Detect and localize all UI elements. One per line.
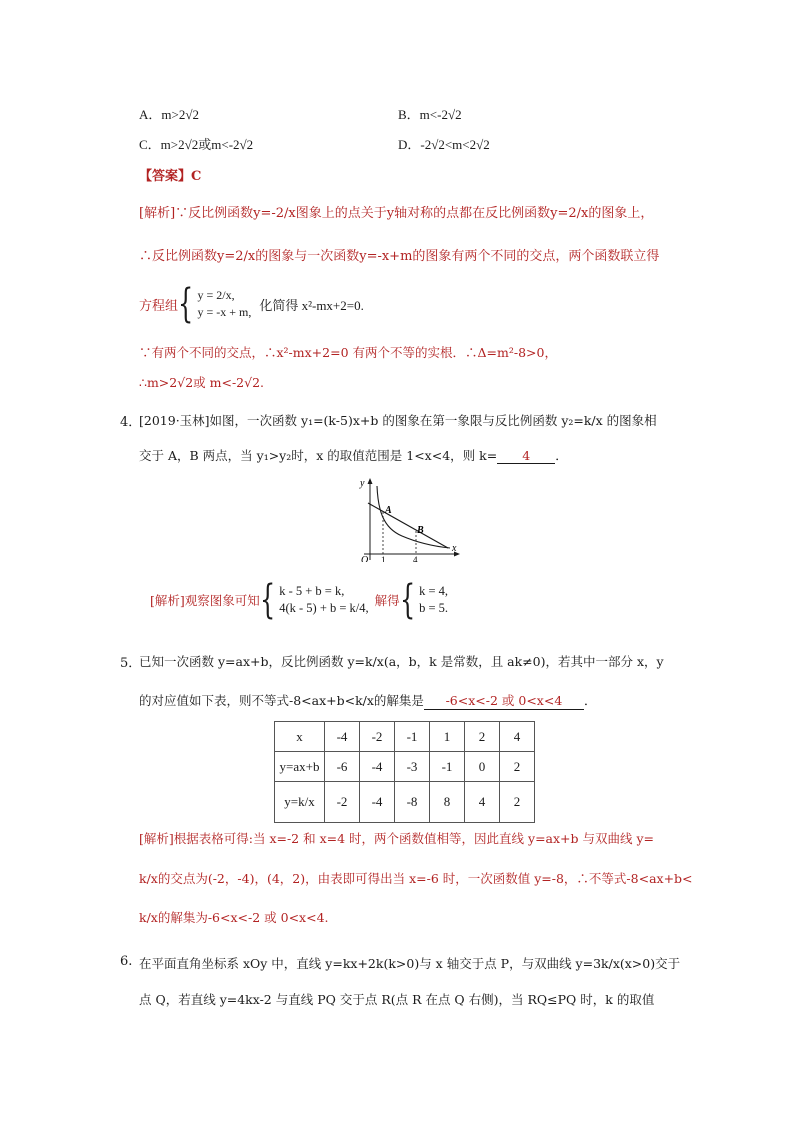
option-b: B．m<-2√2 [398,107,462,122]
q6-number: 6. [120,954,133,969]
q3-analysis-line2: ∴反比例函数y=2/x的图象与一次函数y=-x+m的图象有两个不同的交点，两个函数联立得 [139,249,660,264]
q4-answer-blank: 4 [497,448,555,464]
q4-text-post: ． [555,448,568,463]
q4-number: 4． [120,415,142,430]
q4-graph-figure [350,476,462,562]
system-eq1: y = 2/x, [197,288,235,302]
row-label-reciprocal: y=k/x [275,782,325,823]
q3-analysis-line4: ∵有两个不同的交点，∴x²-mx+2=0 有两个不等的实根．∴Δ=m²-8>0， [139,345,557,360]
q5-text-post: ． [583,693,597,708]
q5-analysis-line1: [解析]根据表格可得:当 x=-2 和 x=4 时，两个函数值相等，因此直线 y=ax+b 与双曲线 y= [139,831,655,846]
q4-text-pre: 交于 A，B 两点，当 y₁>y₂时，x 的取值范围是 1<x<4，则 k= [139,448,498,463]
hyperbola-curve [377,486,450,548]
table-row [275,782,535,823]
system-simplified: 化简得 x²-mx+2=0. [259,297,364,313]
table-cell: -1 [395,722,430,752]
brace-icon: { [259,577,276,623]
q6-text-line1: 在平面直角坐标系 xOy 中，直线 y=kx+2k(k>0)与 x 轴交于点 P，与双曲线 y=3k/x(x>0)交于 [139,956,681,971]
q4-res2: b = 5. [419,601,449,615]
table-cell: -4 [360,752,395,782]
table-cell: 2 [500,782,535,823]
system-eq2: y = -x + m, [197,305,252,319]
table-cell: 4 [465,782,500,823]
q4-analysis [150,577,449,623]
table-cell: -2 [325,782,360,823]
answer-label: 【答案】C [139,169,202,184]
table-row [275,722,535,752]
label-x: x [452,543,457,554]
table-cell: 4 [500,722,535,752]
option-c: C．m>2√2或m<-2√2 [139,137,254,152]
table-cell: 8 [430,782,465,823]
table-cell: -6 [325,752,360,782]
label-y: y [360,478,365,489]
q3-equation-system [139,281,364,327]
q5-text-line2 [139,691,596,710]
table-cell: -3 [395,752,430,782]
option-d: D．-2√2<m<2√2 [398,137,490,152]
q6-text-line2: 点 Q，若直线 y=4kx-2 与直线 PQ 交于点 R(点 R 在点 Q 右侧)，当 RQ≤PQ 时，k 的取值 [139,992,655,1007]
q3-analysis-line5: ∴m>2√2或 m<-2√2. [139,375,265,390]
y-axis-arrow [368,478,373,484]
q5-text-line1: 已知一次函数 y=ax+b，反比例函数 y=k/x(a，b，k 是常数，且 ak≠0)，若其中一部分 x，y [139,654,664,669]
label-a: A [385,505,392,516]
q5-analysis-line3: k/x的解集为-6<x<-2 或 0<x<4. [139,910,329,925]
q4-analysis-pre: [解析]观察图象可知 [150,593,260,608]
table-cell: -2 [360,722,395,752]
table-cell: 1 [430,722,465,752]
q5-analysis-line2: k/x的交点为(-2，-4)，(4，2)，由表即可得出当 x=-6 时，一次函数值 y=-8，∴不等式-8<ax+b< [139,871,693,886]
q5-text-pre: 的对应值如下表，则不等式-8<ax+b<k/x的解集是 [139,693,424,708]
q5-number: 5． [120,656,142,671]
linear-line [368,503,448,548]
q4-text-line2 [139,446,568,464]
label-origin: O [361,555,369,562]
q5-answer-blank: -6<x<-2 或 0<x<4 [424,691,584,710]
table-cell: 2 [500,752,535,782]
q4-text-line1: [2019·玉林]如图，一次函数 y₁=(k-5)x+b 的图象在第一象限与反比例函数 y₂=k/x 的图象相 [139,413,657,428]
tick-4: 4 [413,555,418,562]
table-cell: -1 [430,752,465,782]
q3-analysis-line1: [解析]∵反比例函数y=-2/x图象上的点关于y轴对称的点都在反比例函数y=2/x的图象上， [139,206,654,221]
table-cell: 2 [465,722,500,752]
q5-value-table [274,721,535,823]
q4-eq2: 4(k - 5) + b = k/4, [279,601,369,615]
q4-res1: k = 4, [419,584,449,598]
brace-icon: { [178,281,194,327]
tick-1: 1 [381,555,386,562]
system-label: 方程组 [139,298,179,314]
table-cell: -8 [395,782,430,823]
table-row [275,752,535,782]
label-b: B [417,525,424,536]
q4-eq1: k - 5 + b = k, [279,584,345,598]
table-cell: 0 [465,752,500,782]
table-cell: -4 [360,782,395,823]
option-a: A．m>2√2 [139,107,199,122]
row-label-x: x [275,722,325,752]
q4-solve-label: 解得 [374,593,400,608]
table-cell: -4 [325,722,360,752]
brace-icon: { [399,577,415,623]
row-label-linear: y=ax+b [275,752,325,782]
